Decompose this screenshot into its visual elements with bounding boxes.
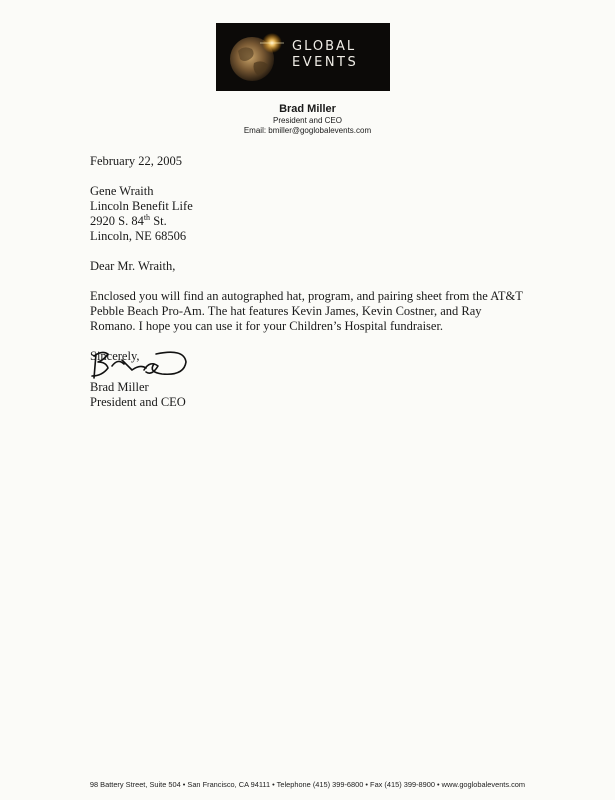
body-paragraph: Enclosed you will find an autographed hat, program, and pairing sheet from the AT&T Pebble Beach Pro-Am. The hat features Kevin James, Kevin Costner, and Ray Romano. I hope you can use it for your Children’s Hospital fundraiser. (90, 289, 523, 333)
sender-title: President and CEO (273, 116, 342, 125)
street-rest: St. (150, 214, 167, 228)
signature-image (88, 346, 198, 382)
recipient-city: Lincoln, NE 68506 (90, 229, 187, 243)
letter-body (90, 154, 530, 364)
company-logo (216, 23, 390, 91)
globe-icon (224, 29, 288, 85)
signer-name: Brad Miller (90, 380, 149, 394)
recipient-street (90, 214, 530, 229)
street-suffix: th (143, 212, 151, 222)
recipient-company: Lincoln Benefit Life (90, 199, 193, 213)
street-number: 2920 S. 84 (90, 214, 144, 228)
closing: Sincerely, (90, 349, 140, 363)
signer-block (90, 380, 186, 410)
logo-text-global: GLOBAL (292, 39, 357, 54)
letter-date: February 22, 2005 (90, 154, 182, 168)
salutation: Dear Mr. Wraith, (90, 259, 176, 273)
signer-title: President and CEO (90, 395, 186, 409)
letterhead (0, 102, 615, 136)
logo-text-events: EVENTS (292, 55, 359, 70)
sender-email: Email: bmiller@goglobalevents.com (243, 126, 372, 135)
recipient-name: Gene Wraith (90, 184, 154, 198)
letterhead-footer: 98 Battery Street, Suite 504 • San Francisco, CA 94111 • Telephone (415) 399-6800 • Fax (415) 399-8900 • www.goglobalevents.com (89, 780, 526, 789)
recipient-address (90, 184, 530, 244)
sender-name: Brad Miller (279, 103, 336, 115)
